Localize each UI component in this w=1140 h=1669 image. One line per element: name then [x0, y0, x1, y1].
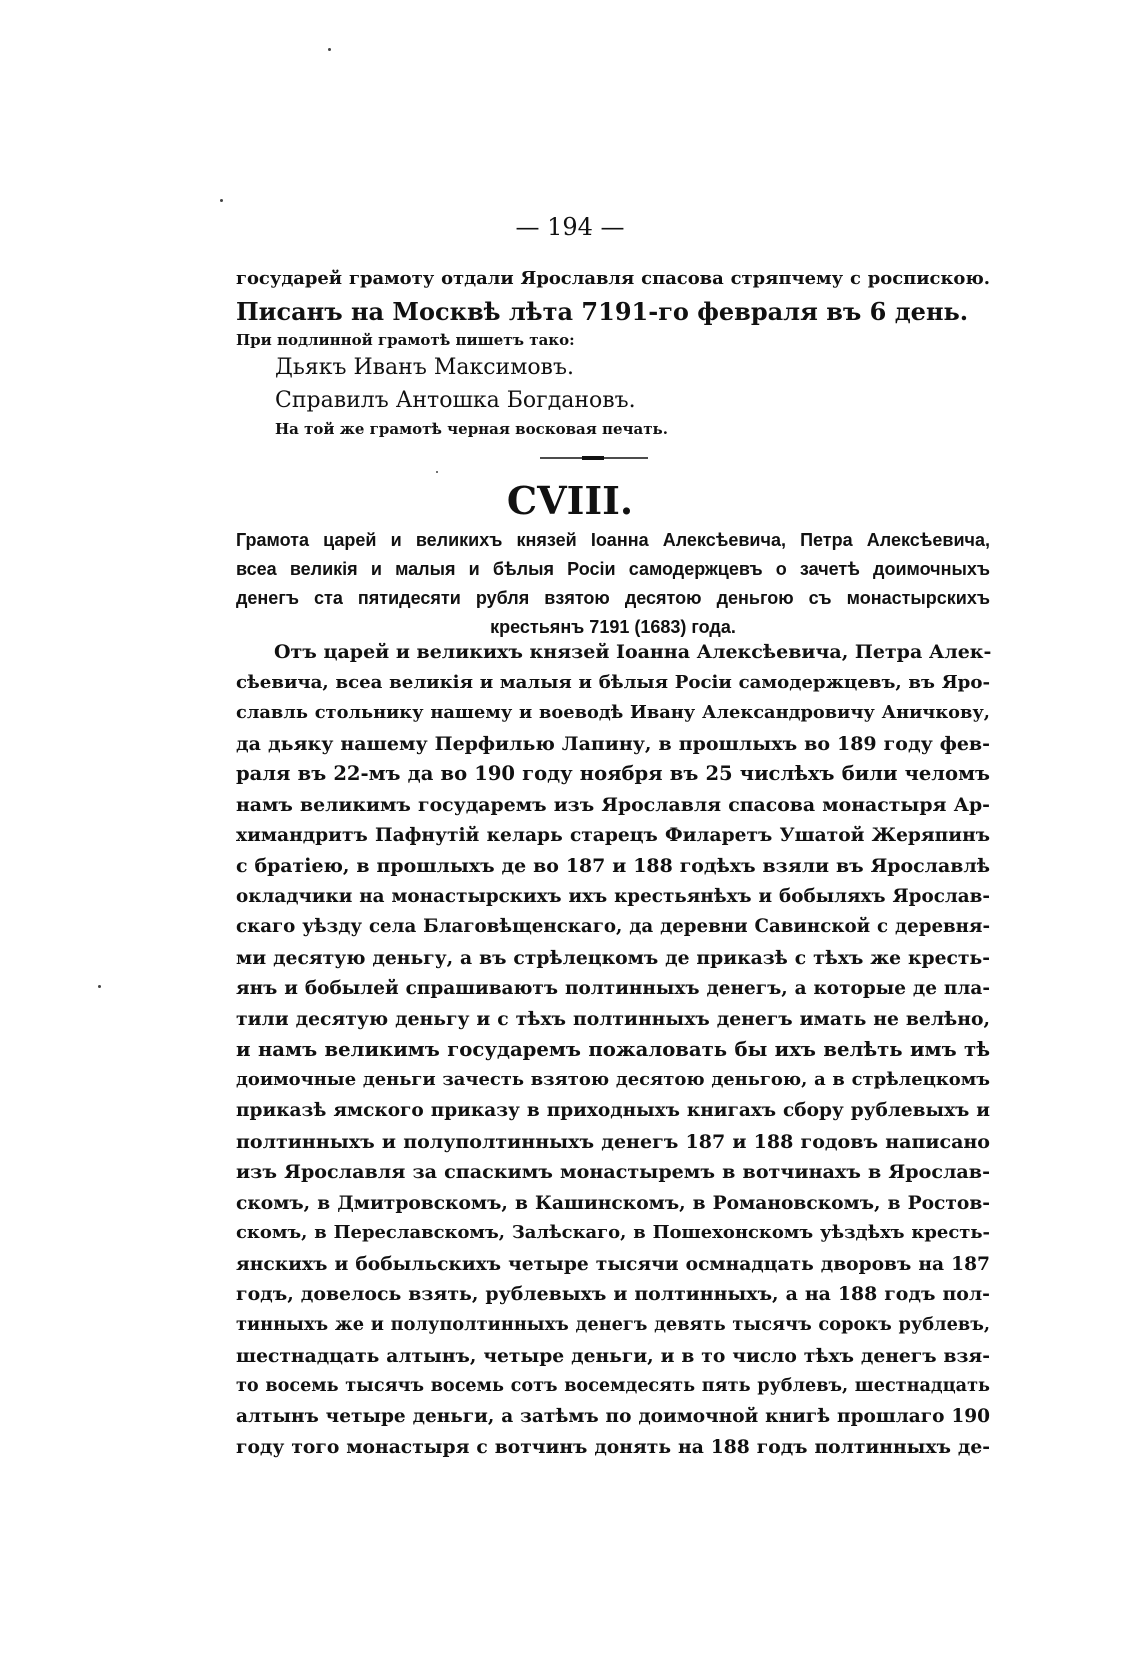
- text-line: окладчики на монастырскихъ ихъ крестьянѣхъ и бобыляхъ Ярослав-: [236, 885, 990, 907]
- text-line: тили десятую деньгу и с тѣхъ полтинныхъ денегъ имать не велѣно,: [236, 1008, 990, 1031]
- text-line: то восемь тысячъ восемь сотъ восемдесять пять рублевъ, шестнадцать: [236, 1375, 990, 1397]
- text-line: славль стольнику нашему и воеводѣ Ивану Александровичу Аничкову,: [236, 702, 990, 724]
- body-text: [236, 637, 990, 1463]
- text-line: янъ и бобылей спрашиваютъ полтинныхъ денегъ, а которые де пла-: [236, 977, 990, 999]
- text-line: изъ Ярославля за спаскимъ монастыремъ в вотчинахъ в Ярослав-: [236, 1160, 990, 1184]
- heading-line: крестьянъ 7191 (1683) года.: [490, 617, 736, 637]
- intro-paragraph: [236, 262, 990, 328]
- text-line: янскихъ и бобыльскихъ четыре тысячи осмнадцать дворовъ на 187: [236, 1252, 990, 1275]
- text-line: году того монастыря с вотчинъ донять на 188 годъ полтинныхъ де-: [236, 1436, 990, 1459]
- text-line: Отъ царей и великихъ князей Іоанна Алексѣевича, Петра Алек-: [274, 641, 992, 663]
- text-line: намъ великимъ государемъ изъ Ярославля спасова монастыря Ар-: [236, 793, 990, 816]
- text-line: скаго уѣзду села Благовѣщенскаго, да деревни Савинской с деревня-: [236, 916, 990, 938]
- signature-line: Справилъ Антошка Богдановъ.: [275, 388, 636, 413]
- text-line: шестнадцать алтынъ, четыре деньги, и в то число тѣхъ денегъ взя-: [236, 1344, 990, 1367]
- text-line: раля въ 22-мъ да во 190 году ноября въ 25 числѣхъ били челомъ: [236, 762, 990, 786]
- text-line: государей грамоту отдали Ярославля спасова стряпчему с роспискою.: [236, 268, 990, 289]
- text-line: и намъ великимъ государемъ пожаловать бы ихъ велѣть имъ тѣ: [236, 1037, 990, 1061]
- text-line: тинныхъ же и полуполтинныхъ денегъ девять тысячъ сорокъ рублевъ,: [236, 1314, 990, 1336]
- scan-speck: [436, 471, 438, 473]
- text-line: скомъ, в Дмитровскомъ, в Кашинскомъ, в Романовскомъ, в Ростов-: [236, 1191, 990, 1214]
- original-note-header: При подлинной грамотѣ пишетъ тако:: [236, 331, 575, 349]
- text-line: ми десятую деньгу, а въ стрѣлецкомъ де приказѣ с тѣхъ же кресть-: [236, 946, 990, 969]
- scan-speck: [328, 48, 331, 51]
- text-line: полтинныхъ и полуполтинныхъ денегъ 187 и 188 годовъ написано: [236, 1130, 990, 1153]
- text-line: доимочные деньги зачесть взятою десятою деньгою, а в стрѣлецкомъ: [236, 1069, 990, 1091]
- section-divider: [540, 455, 685, 461]
- section-number: CVIII.: [506, 478, 634, 523]
- text-line: сѣевича, всеа великія и малыя и бѣлыя Росіи самодержцевъ, въ Яро-: [236, 671, 990, 693]
- signature-line: Дьякъ Иванъ Максимовъ.: [275, 355, 574, 380]
- text-line: да дьяку нашему Перфилью Лапину, в прошлыхъ во 189 году фев-: [236, 732, 990, 755]
- page-number: — 194 —: [515, 213, 625, 241]
- heading-line: Грамота царей и великихъ князей Іоанна Алексѣевича, Петра Алексѣевича,: [236, 530, 990, 550]
- heading-line: денегъ ста пятидесяти рубля взятою десятою деньгою съ монастырскихъ: [236, 588, 990, 608]
- text-line: годъ, довелось взять, рублевыхъ и полтинныхъ, а на 188 годъ пол-: [236, 1283, 990, 1306]
- seal-note: На той же грамотѣ черная восковая печать.: [275, 420, 668, 438]
- text-line: приказѣ ямского приказу в приходныхъ книгахъ сбору рублевыхъ и: [236, 1099, 990, 1121]
- text-line: алтынъ четыре деньги, а затѣмъ по доимочной книгѣ прошлаго 190: [236, 1405, 990, 1427]
- scan-speck: [98, 985, 101, 988]
- text-line: химандритъ Пафнутій келарь старецъ Филаретъ Ушатой Жеряпинъ: [236, 824, 990, 846]
- text-line: Писанъ на Москвѣ лѣта 7191-го февраля въ 6 день.: [236, 297, 969, 326]
- text-line: с братіею, в прошлыхъ де во 187 и 188 годѣхъ взяли въ Ярославлѣ: [236, 855, 990, 878]
- scan-speck: [220, 199, 223, 202]
- document-heading: [236, 526, 990, 642]
- text-line: скомъ, в Переславскомъ, Залѣскаго, в Пошехонскомъ уѣздѣхъ кресть-: [236, 1222, 990, 1244]
- heading-line: всеа великія и малыя и бѣлыя Росіи самодержцевъ о зачетѣ доимочныхъ: [236, 559, 990, 579]
